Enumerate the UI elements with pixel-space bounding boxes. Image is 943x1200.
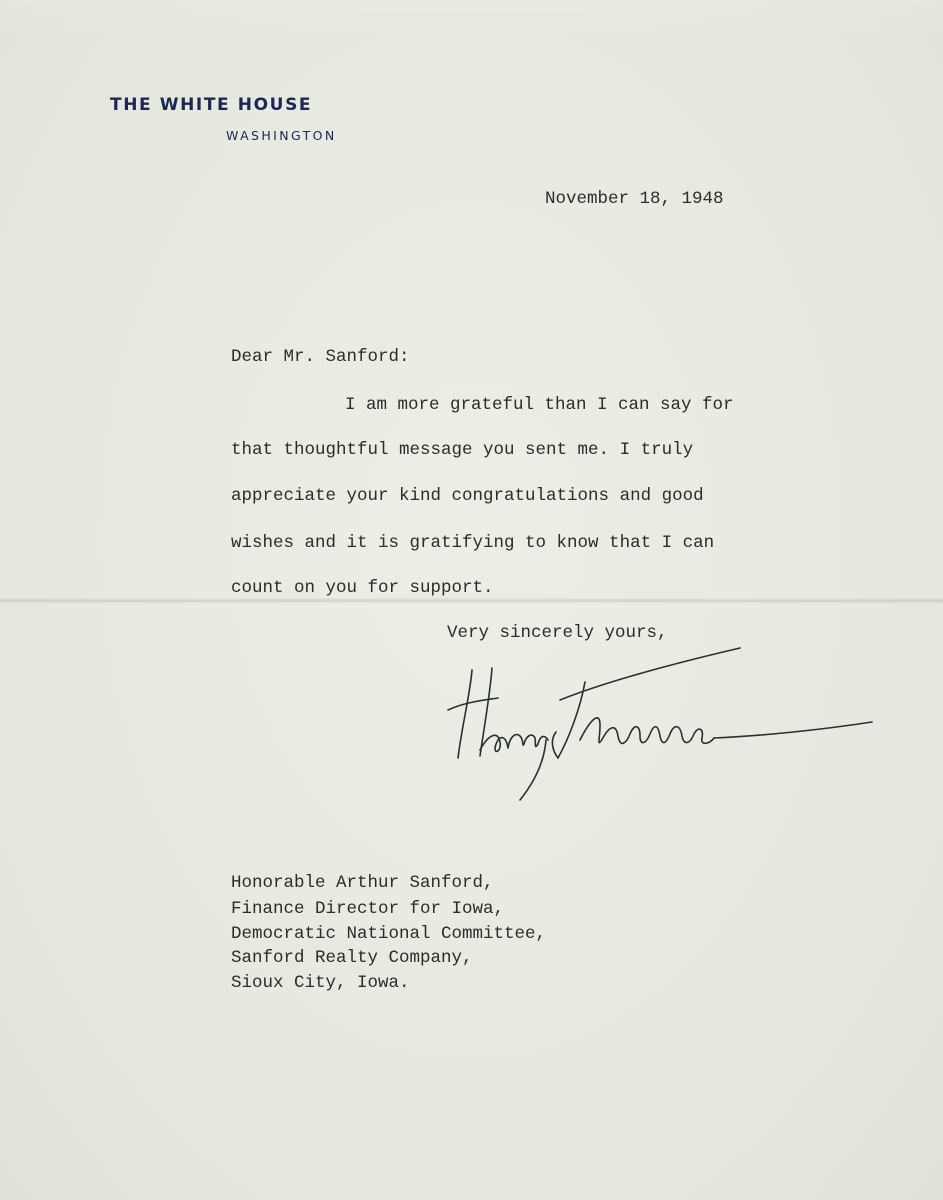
letterhead-title: THE WHITE HOUSE	[110, 95, 313, 115]
body-line: I am more grateful than I can say for	[345, 395, 734, 415]
letter-date: November 18, 1948	[545, 189, 724, 209]
body-line: wishes and it is gratifying to know that I can	[231, 533, 715, 553]
signature	[440, 640, 880, 810]
body-line: appreciate your kind congratulations and good	[231, 486, 704, 506]
closing: Very sincerely yours,	[447, 623, 668, 643]
address-line: Finance Director for Iowa,	[231, 899, 505, 919]
address-line: Honorable Arthur Sanford,	[231, 873, 494, 893]
letterhead-location: WASHINGTON	[226, 128, 337, 143]
paper-fold	[0, 598, 943, 604]
body-line: count on you for support.	[231, 578, 494, 598]
address-line: Sioux City, Iowa.	[231, 973, 410, 993]
address-line: Sanford Realty Company,	[231, 948, 473, 968]
address-line: Democratic National Committee,	[231, 924, 547, 944]
salutation: Dear Mr. Sanford:	[231, 347, 410, 367]
body-line: that thoughtful message you sent me. I truly	[231, 440, 694, 460]
